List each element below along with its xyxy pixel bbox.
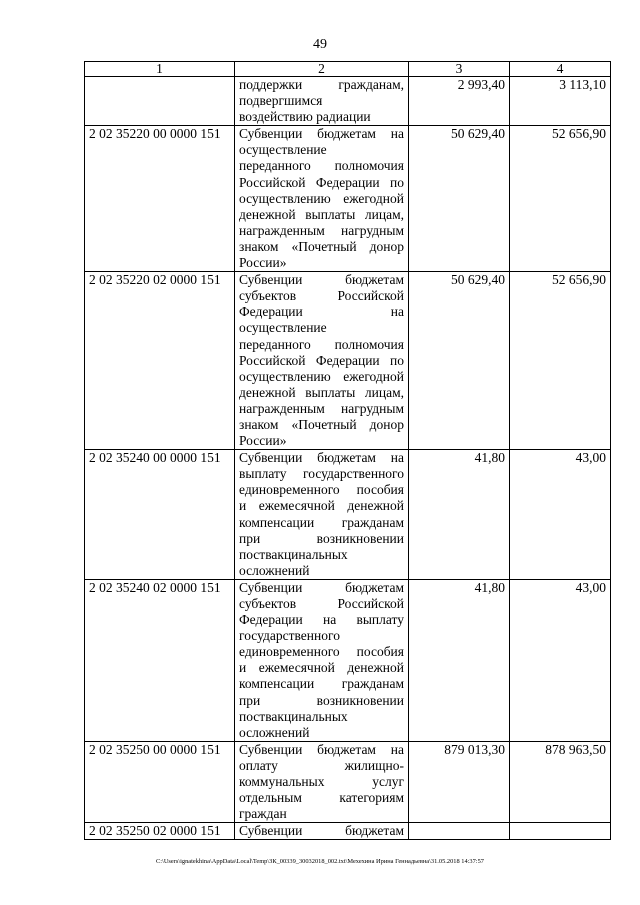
description-line: Российской Федерации по — [239, 352, 404, 368]
amount-2020-cell: 52 656,90 — [510, 272, 611, 450]
description-line: единовременного пособия — [239, 482, 404, 498]
description-cell — [235, 579, 409, 741]
amount-2019-cell: 50 629,40 — [409, 126, 510, 272]
amount-2019-cell: 41,80 — [409, 579, 510, 741]
description-line: компенсации гражданам — [239, 514, 404, 530]
description-line: осложнений — [239, 562, 310, 578]
description-line: единовременного пособия — [239, 644, 404, 660]
description-line: Федерации на выплату — [239, 612, 404, 628]
description-line: Федерации на — [239, 304, 404, 320]
description-cell — [235, 741, 409, 822]
description-line: знаком «Почетный донор — [239, 416, 404, 432]
description-line: Субвенции бюджетам на — [239, 741, 404, 757]
amount-2020-cell: 43,00 — [510, 450, 611, 580]
description-line: Субвенции бюджетам — [239, 823, 404, 839]
description-line: Российской Федерации по — [239, 174, 404, 190]
description-line: при возникновении — [239, 530, 404, 546]
table-row — [85, 126, 611, 272]
description-line: поддержки гражданам, — [239, 77, 404, 92]
description-line: Субвенции бюджетам на — [239, 126, 404, 142]
description-line: отдельным категориям — [239, 790, 404, 806]
description-cell — [235, 823, 409, 840]
description-line: осуществлению ежегодной — [239, 190, 404, 206]
description-line: компенсации гражданам — [239, 676, 404, 692]
table-header-row — [85, 62, 611, 77]
description-line: осуществление — [239, 320, 327, 336]
description-line: переданного полномочия — [239, 158, 404, 174]
description-line: знаком «Почетный донор — [239, 238, 404, 254]
description-line: субъектов Российской — [239, 288, 404, 304]
description-cell — [235, 77, 409, 126]
description-line: и ежемесячной денежной — [239, 660, 404, 676]
budget-code-cell: 2 02 35240 02 0000 151 — [85, 579, 235, 741]
amount-2020-cell: 52 656,90 — [510, 126, 611, 272]
table-row — [85, 77, 611, 126]
description-line: осуществление — [239, 142, 327, 158]
column-header-3: 3 — [409, 62, 510, 77]
description-line: осуществлению ежегодной — [239, 368, 404, 384]
description-line: осложнений — [239, 724, 310, 740]
description-line: граждан — [239, 806, 287, 822]
description-line: при возникновении — [239, 692, 404, 708]
footer-file-path: C:\Users\ignatekhina\AppData\Local\Temp\ЗК_00339_30032018_002.txt\Мехехина Ирина Геннадьевна\31.05.2018 14:37:57 — [156, 858, 484, 865]
description-line: России» — [239, 433, 287, 449]
description-line: и ежемесячной денежной — [239, 498, 404, 514]
description-line: переданного полномочия — [239, 336, 404, 352]
amount-2020-cell — [510, 823, 611, 840]
budget-code-cell: 2 02 35220 02 0000 151 — [85, 272, 235, 450]
amount-2019-cell: 41,80 — [409, 450, 510, 580]
description-line: денежной выплаты лицам, — [239, 206, 404, 222]
description-cell — [235, 450, 409, 580]
description-line: выплату государственного — [239, 466, 404, 482]
budget-code-cell: 2 02 35250 00 0000 151 — [85, 741, 235, 822]
description-line: коммунальных услуг — [239, 774, 404, 790]
amount-2020-cell: 3 113,10 — [510, 77, 611, 126]
description-line: субъектов Российской — [239, 596, 404, 611]
column-header-2: 2 — [235, 62, 409, 77]
description-line: Субвенции бюджетам — [239, 272, 404, 288]
budget-code-cell: 2 02 35250 02 0000 151 — [85, 823, 235, 840]
amount-2020-cell: 878 963,50 — [510, 741, 611, 822]
amount-2019-cell: 879 013,30 — [409, 741, 510, 822]
amount-2019-cell: 50 629,40 — [409, 272, 510, 450]
amount-2020-cell: 43,00 — [510, 579, 611, 741]
description-line: воздействию радиации — [239, 109, 371, 125]
description-line: поствакцинальных — [239, 546, 348, 562]
description-line: награжденным нагрудным — [239, 222, 404, 238]
description-line: награжденным нагрудным — [239, 400, 404, 416]
description-line: Субвенции бюджетам — [239, 579, 404, 595]
column-header-1: 1 — [85, 62, 235, 77]
amount-2019-cell — [409, 823, 510, 840]
column-header-4: 4 — [510, 62, 611, 77]
description-cell — [235, 126, 409, 272]
description-line: денежной выплаты лицам, — [239, 384, 404, 400]
budget-code-cell: 2 02 35220 00 0000 151 — [85, 126, 235, 272]
table-row — [85, 823, 611, 840]
table-row — [85, 450, 611, 580]
description-line: оплату жилищно- — [239, 757, 404, 773]
description-line: поствакцинальных — [239, 708, 348, 724]
table-row — [85, 272, 611, 450]
description-line: Субвенции бюджетам на — [239, 450, 404, 466]
description-line: государственного — [239, 628, 340, 644]
description-line: России» — [239, 255, 287, 271]
table-row — [85, 741, 611, 822]
table-row — [85, 579, 611, 741]
description-line: подвергшимся — [239, 93, 323, 109]
budget-table — [84, 61, 611, 840]
description-cell — [235, 272, 409, 450]
budget-code-cell — [85, 77, 235, 126]
budget-code-cell: 2 02 35240 00 0000 151 — [85, 450, 235, 580]
page-number: 49 — [313, 37, 327, 52]
amount-2019-cell: 2 993,40 — [409, 77, 510, 126]
table-body — [85, 77, 611, 840]
